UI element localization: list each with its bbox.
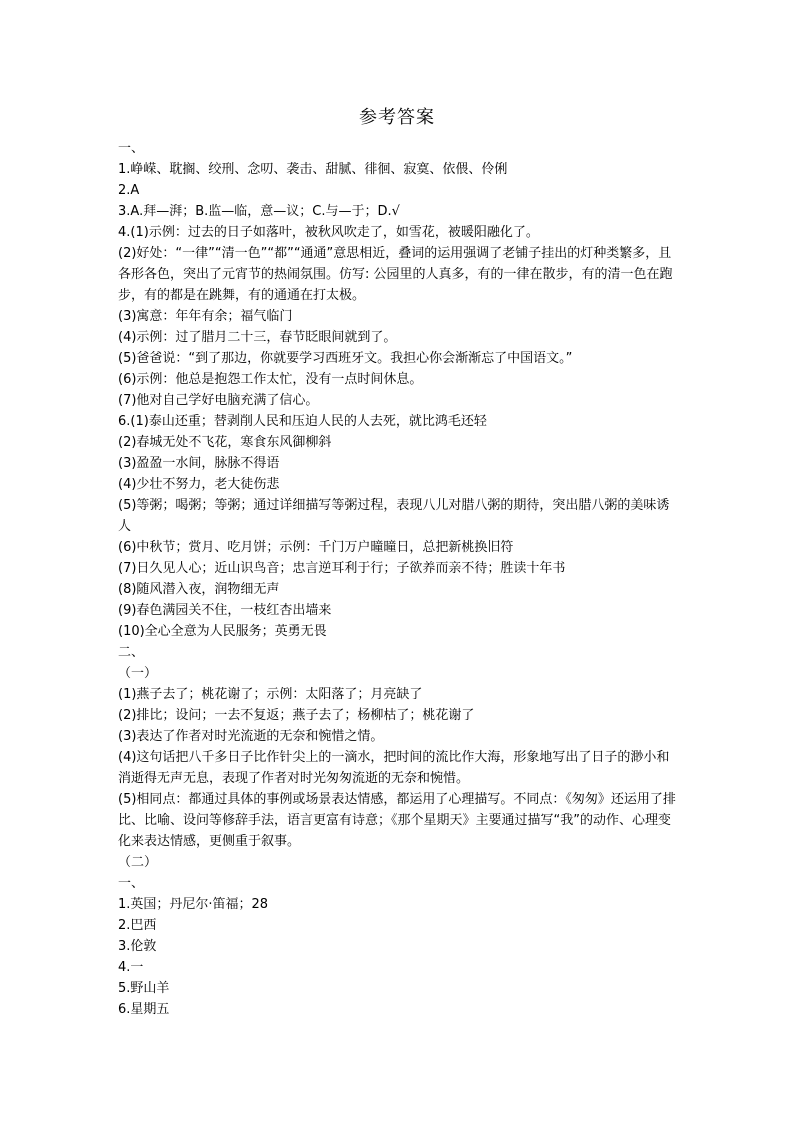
answer-line: (7)日久见人心；近山识鸟音；忠言逆耳利于行；子欲养而亲不待；胜读十年书 bbox=[118, 561, 566, 576]
section-heading-one: 一、 bbox=[118, 141, 145, 156]
page-title: 参考答案 bbox=[359, 107, 435, 128]
section-heading-two: 二、 bbox=[118, 645, 145, 660]
answer-line: 3.A.拜—湃；B.监—临，意—议；C.与—于；D.√ bbox=[118, 204, 400, 219]
answer-line: (3)盈盈一水间，脉脉不得语 bbox=[118, 456, 280, 471]
answer-line: 4.一 bbox=[118, 960, 144, 975]
answer-line: (6)示例：他总是抱怨工作太忙，没有一点时间休息。 bbox=[118, 372, 423, 387]
answer-line: (4)示例：过了腊月二十三，春节眨眼间就到了。 bbox=[118, 330, 397, 345]
answer-line: (10)全心全意为人民服务；英勇无畏 bbox=[118, 624, 327, 639]
answer-line: (2)好处：“一律”“清一色”“都”“通通”意思相近，叠词的运用强调了老铺子挂出的灯种类繁多，且各形各色，突出了元宵节的热闹氛围。仿写: 公园里的人真多，有的一律在散步，有的清一色在跑步，有的都是在跳舞，有的通通在打太极。 bbox=[118, 246, 673, 303]
answer-line: 6.星期五 bbox=[118, 1002, 170, 1017]
answer-line: (5)等粥；喝粥；等粥；通过详细描写等粥过程，表现八儿对腊八粥的期待，突出腊八粥的美味诱人 bbox=[118, 498, 670, 534]
answer-line: (3)表达了作者对时光流逝的无奈和惋惜之情。 bbox=[118, 729, 384, 744]
answer-line: (5)爸爸说：“到了那边，你就要学习西班牙文。我担心你会渐渐忘了中国语文。” bbox=[118, 351, 573, 366]
answer-line: (4)这句话把八千多日子比作针尖上的一滴水，把时间的流比作大海，形象地写出了日子的渺小和消逝得无声无息，表现了作者对时光匆匆流逝的无奈和惋惜。 bbox=[118, 750, 670, 786]
answer-line: 3.伦敦 bbox=[118, 939, 157, 954]
section-heading-one: 一、 bbox=[118, 876, 145, 891]
answer-line: 2.巴西 bbox=[118, 918, 157, 933]
answer-line: 5.野山羊 bbox=[118, 981, 170, 996]
answer-line: 1.峥嵘、耽搁、绞刑、念叨、袭击、甜腻、徘徊、寂寞、依偎、伶俐 bbox=[118, 162, 508, 177]
subsection-heading: （二） bbox=[118, 855, 158, 870]
answer-line: (8)随风潜入夜，润物细无声 bbox=[118, 582, 280, 597]
answer-line: (2)春城无处不飞花，寒食东风御柳斜 bbox=[118, 435, 332, 450]
answer-line: 1.英国；丹尼尔·笛福；28 bbox=[118, 897, 269, 912]
answer-line: (1)燕子去了；桃花谢了；示例：太阳落了；月亮缺了 bbox=[118, 687, 423, 702]
answer-line: (3)寓意：年年有余；福气临门 bbox=[118, 309, 293, 324]
answer-line: (6)中秋节；赏月、吃月饼；示例：千门万户曈曈日，总把新桃换旧符 bbox=[118, 540, 514, 555]
answer-content bbox=[118, 138, 680, 1020]
answer-line: 4.(1)示例：过去的日子如落叶，被秋风吹走了，如雪花，被暖阳融化了。 bbox=[118, 225, 539, 240]
answer-line: (2)排比；设问；一去不复返；燕子去了；杨柳枯了；桃花谢了 bbox=[118, 708, 475, 723]
answer-line: 2.A bbox=[118, 183, 140, 198]
answer-line: (5)相同点：都通过具体的事例或场景表达情感，都运用了心理描写。不同点：《匆匆》还运用了排比、比喻、设问等修辞手法，语言更富有诗意；《那个星期天》主要通过描写“我”的动作、心理变化来表达情感，更侧重于叙事。 bbox=[118, 792, 676, 849]
answer-line: (9)春色满园关不住，一枝红杏出墙来 bbox=[118, 603, 332, 618]
subsection-heading: （一） bbox=[118, 666, 158, 681]
answer-line: 6.(1)泰山还重；替剥削人民和压迫人民的人去死，就比鸿毛还轻 bbox=[118, 414, 487, 429]
answer-line: (7)他对自己学好电脑充满了信心。 bbox=[118, 393, 319, 408]
answer-line: (4)少壮不努力，老大徒伤悲 bbox=[118, 477, 280, 492]
